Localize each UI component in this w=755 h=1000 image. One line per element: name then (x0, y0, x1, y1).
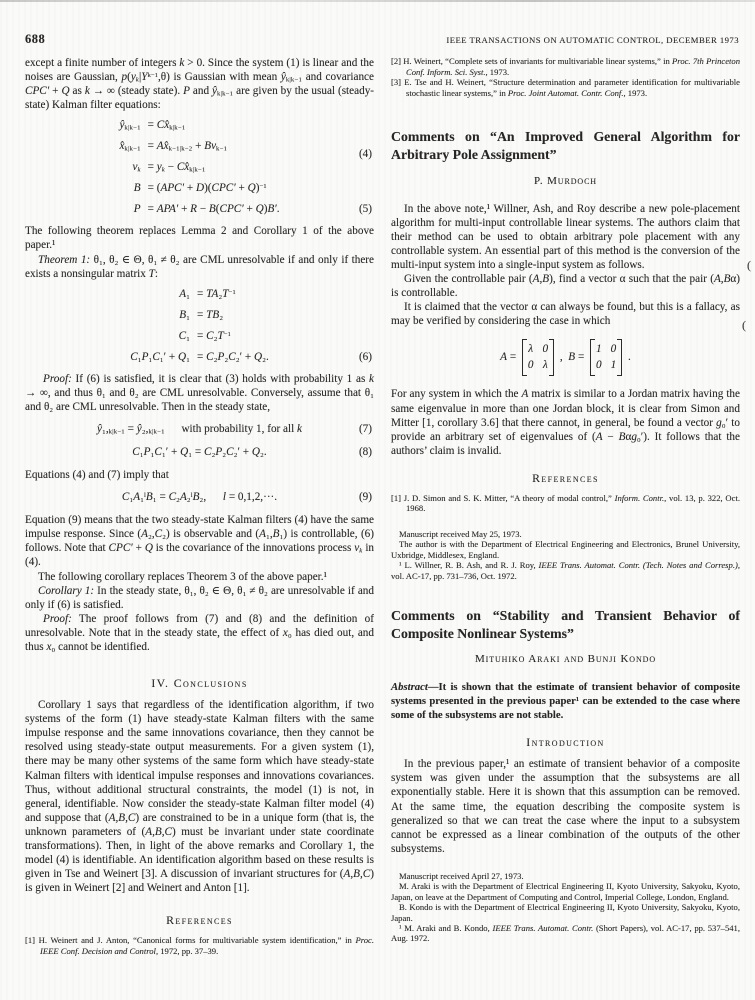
paragraph: Equations (4) and (7) imply that (25, 469, 169, 482)
footnote: M. Araki is with the Department of Electrical Engineering II, Kyoto University, Sakyoku, Kyoto, Japan, on leave at the Department of Computing and Control, Imperial College, London, England. (391, 881, 740, 902)
equation-8 (25, 445, 374, 460)
matrix-cell: 0 (610, 343, 617, 356)
footnote: B. Kondo is with the Department of Electrical Engineering II, Kyoto University, Sakyoku, Kyoto, Japan. (391, 902, 740, 923)
equation-number-7: (7) (358, 423, 372, 436)
equation-7 (25, 422, 374, 437)
section-heading-conclusions: IV. Conclusions (151, 676, 248, 691)
matrix-post: . (628, 351, 631, 364)
equation-rhs: = $(APC' + D)(CPC' + Q)^{-1}$ (147, 182, 267, 195)
equation-lhs: $x̂_{k|k-1}$ (119, 140, 141, 154)
reference-item: [1] H. Weinert and J. Anton, “Canonical forms for multivariable system identification,” in Proc. IEEE Conf. Decision and Control, 1972, pp. 37–39. (25, 935, 374, 956)
reference-list (25, 935, 374, 956)
section-heading-introduction: Introduction (526, 735, 605, 750)
paragraph: Given the controllable pair (A,B), find a vector α such that the pair (A,Bα) is controllable. (391, 273, 740, 300)
equation-rhs: = TB₂ (197, 308, 224, 321)
equation-body: C₁A₁$^l$B₁ = C₂A₂$^l$B₂, l = 0,1,2,···. (121, 491, 278, 504)
equation-rhs: = $Cx̂_{k|k-1}$ (147, 119, 186, 133)
margin-mark: ( (742, 318, 746, 332)
equation-lines (130, 287, 269, 365)
journal-title: IEEE TRANSACTIONS ON AUTOMATIC CONTROL, DECEMBER 1973 (446, 35, 739, 45)
margin-mark: ( (747, 258, 751, 272)
reference-list-continued (391, 56, 740, 98)
footnote: ¹ L. Willner, R. B. Ash, and R. J. Roy, IEEE Trans. Automat. Contr. (Tech. Notes and Corresp.), vol. AC-17, pp. 731–736, Oct. 1972. (391, 560, 740, 581)
footnote: The author is with the Department of Electrical Engineering and Electronics, Brunel University, Uxbridge, Middlesex, England. (391, 539, 740, 560)
article-title-murdoch: Comments on “An Improved General Algorithm for Arbitrary Pole Assignment” (391, 129, 740, 162)
reference-item: [3] E. Tse and H. Weinert, “Structure determination and parameter identification for multivariable stochastic linear systems,” in Proc. Joint Automat. Contr. Conf., 1973. (391, 77, 740, 98)
page-number: 688 (25, 32, 46, 46)
reference-item: [2] H. Weinert, “Complete sets of invariants for multivariable linear systems,” in Proc. 7th Princeton Conf. Inform. Sci. Syst., 1973. (391, 56, 740, 77)
paragraph: It is claimed that the vector α can always be found, but this is a fallacy, as may be verified by considering the case in which (391, 301, 740, 328)
paragraph: except a finite number of integers k > 0. Since the system (1) is linear and the noises are Gaussian, $p(y_k|Y^{k-1},\theta)$ is Gaussian with mean $ŷ_{k|k-1}$ and covariance CPC′ + Q as k → ∞ (steady state). P and $ŷ_{k|k-1}$ are given by the usual (steady-state) Kalman filter equations: (25, 57, 375, 112)
equation-lhs: P (133, 203, 141, 216)
equation-lhs: $ŷ_{k|k-1}$ (119, 119, 141, 133)
paragraph: For any system in which the A matrix is similar to a Jordan matrix having the same eigenvalue in more than one Jordan block, it is clear from Simon and Mitter [1, corollary 3.6] that there cannot, in general, be found a vector g₀′ to provide an arbitrary set of eigenvalues of (A − Bαg₀′). It follows that the authors’ claim is invalid. (391, 388, 740, 457)
corollary-1: Corollary 1: In the steady state, θ₁, θ₂ ∈ Θ, θ₁ ≠ θ₂ are unresolvable if and only if (6) is satisfied. (25, 584, 374, 611)
equation-rhs: = $C_2T^{-1}$ (197, 329, 231, 342)
reference-list (391, 493, 740, 514)
matrix-pre: A = (500, 351, 517, 364)
matrix-cell: 0 (542, 343, 549, 356)
matrix-cell: λ (528, 343, 534, 356)
footnote: Manuscript received May 25, 1973. (399, 529, 522, 540)
references-heading: References (166, 913, 233, 928)
paragraph: In the previous paper,¹ an estimate of transient behavior of a composite system was given under the assumption that the subsystems are all exponentially stable. Here it is shown that this assumption can be removed. At the same time, the equation describing the composite system is generalized so that we can treat the case where the input to a subsystem cannot be expressed as a linear combination of the outputs of the other subsystems. (391, 758, 740, 855)
abstract: Abstract—It is shown that the estimate of transient behavior of composite systems presented in the previous paper¹ can be extended to the case where some of the subsystems are not stable. (391, 681, 740, 722)
matrix-cell: 1 (610, 359, 617, 372)
equation-body: C₁P₁C₁′ + Q₁ = C₂P₂C₂′ + Q₂. (132, 446, 267, 459)
matrix-cell: λ (542, 359, 548, 372)
equation-lhs: B₁ (179, 308, 191, 321)
footnote-block (391, 529, 740, 581)
equation-lhs: B (133, 182, 141, 195)
matrix-cell: 0 (596, 359, 602, 372)
paragraph: The following corollary replaces Theorem 3 of the above paper.¹ (38, 570, 327, 583)
equation-number-9: (9) (358, 491, 372, 504)
equation-rhs: = $y_k$ − $Cx̂_{k|k-1}$ (147, 161, 206, 175)
equation-body: $ŷ_1,_{k|k-1}$ = $ŷ_2,_{k|k-1}$ with probability 1, for all k (96, 423, 303, 436)
two-column-body (25, 56, 740, 957)
equation-lhs: C₁ (178, 329, 191, 342)
matrix-B (590, 339, 622, 376)
equation-9 (25, 490, 374, 505)
proof-paragraph: Proof: If (6) is satisfied, it is clear that (3) holds with probability 1 as k → ∞, and thus θ₁ and θ₂ are CML unresolvable. Conversely, assume that θ₁ and θ₂ are CML unresolvable. Then in the steady state, (25, 372, 374, 413)
left-column (25, 56, 374, 957)
equation-lines (119, 118, 279, 217)
footnote: ¹ M. Araki and B. Kondo, IEEE Trans. Automat. Contr. (Short Papers), vol. AC-17, pp. 537–541, Aug. 1972. (391, 922, 740, 944)
matrix-A (522, 339, 554, 376)
reference-item: [1] J. D. Simon and S. K. Mitter, “A theory of modal control,” Inform. Contr., vol. 13, p. 322, Oct. 1968. (391, 492, 740, 514)
equation-number-5: (5) (358, 203, 372, 216)
footnote-block (391, 871, 740, 944)
equation-block-6 (25, 287, 374, 365)
references-heading: References (532, 470, 599, 485)
equation-number-6: (6) (358, 350, 372, 363)
matrix-mid: , B = (559, 351, 585, 364)
equation-block-4-5 (25, 118, 374, 217)
running-header (25, 32, 739, 47)
equation-number-4: (4) (358, 148, 372, 161)
footnote: Manuscript received April 27, 1973. (399, 870, 524, 881)
right-column (391, 56, 740, 957)
equation-number-8: (8) (358, 446, 372, 459)
conclusions-paragraph: Corollary 1 says that regardless of the identification algorithm, if two systems of the form (1) have steady-state Kalman filters with the same impulse response and the same innovations covariance, then they cannot be resolved using steady-state output measurements. For a given system (1), there may be many other systems of the same form which have steady-state Kalman filters with identical impulse responses and innovations covariances. Thus, without additional structural constraints, the model (1) is not, in general, identifiable. Now consider the steady-state Kalman filter model (4) and suppose that (A,B,C) are constrained to be in a unique form (that is, the unknown parameters of (A,B,C) must be invariant under state coordinate transformations). Then, in light of the above remarks and Corollary 1, the model (4) is identifiable. An identification algorithm based on these results is given in Tse and Weinert [3]. A discussion of invariant structures for (A,B,C) is given in Weinert [2] and Weinert and Anton [1]. (25, 699, 375, 895)
paragraph: Equation (9) means that the two steady-state Kalman filters (4) have the same impulse response. Since (A₂,C₂) is observable and (A₁,B₁) is controllable, (6) follows. Note that CPC′ + Q is the covariance of the innovations process $\nu_k$ in (4). (25, 514, 375, 569)
matrix-equation (391, 339, 740, 376)
paragraph: The following theorem replaces Lemma 2 and Corollary 1 of the above paper.¹ (25, 225, 374, 252)
equation-rhs: = C₂P₂C₂′ + Q₂. (197, 350, 269, 363)
theorem-1: Theorem 1: θ₁, θ₂ ∈ Θ, θ₁ ≠ θ₂ are CML unresolvable if and only if there exists a nonsingular matrix T: (25, 253, 374, 280)
proof-paragraph: Proof: The proof follows from (7) and (8) and the definition of unresolvable. Note that in the steady state, the effect of x₀ has died out, and thus x₀ cannot be identified. (25, 612, 374, 653)
matrix-cell: 1 (596, 343, 602, 356)
equation-lhs: $\nu_k$ (132, 161, 141, 175)
author-names: Mituhiko Araki and Bunji Kondo (474, 653, 657, 666)
equation-rhs: = $TA_2T^{-1}$ (197, 287, 236, 300)
matrix-cell: 0 (527, 359, 534, 372)
equation-rhs: = $Ax̂_{k-1|k-2} + B\nu_{k-1}$ (147, 140, 228, 154)
paragraph: In the above note,¹ Willner, Ash, and Roy describe a new pole-placement algorithm for multi-input controllable linear systems. The authors claim that their method can be used to obtain arbitrary pole placement with any controllable system. An essential part of this method is the conversion of the multi-input system into a single-input system as follows. (391, 202, 740, 271)
author-name: P. Murdoch (534, 174, 597, 187)
scan-top-edge (0, 0, 755, 2)
equation-lhs: C₁P₁C₁′ + Q₁ (130, 350, 191, 363)
article-title-araki-kondo: Comments on “Stability and Transient Behavior of Composite Nonlinear Systems” (391, 608, 740, 641)
equation-lhs: A₁ (179, 287, 191, 300)
equation-rhs: = APA′ + R − B(CPC′ + Q)B′. (147, 203, 280, 216)
